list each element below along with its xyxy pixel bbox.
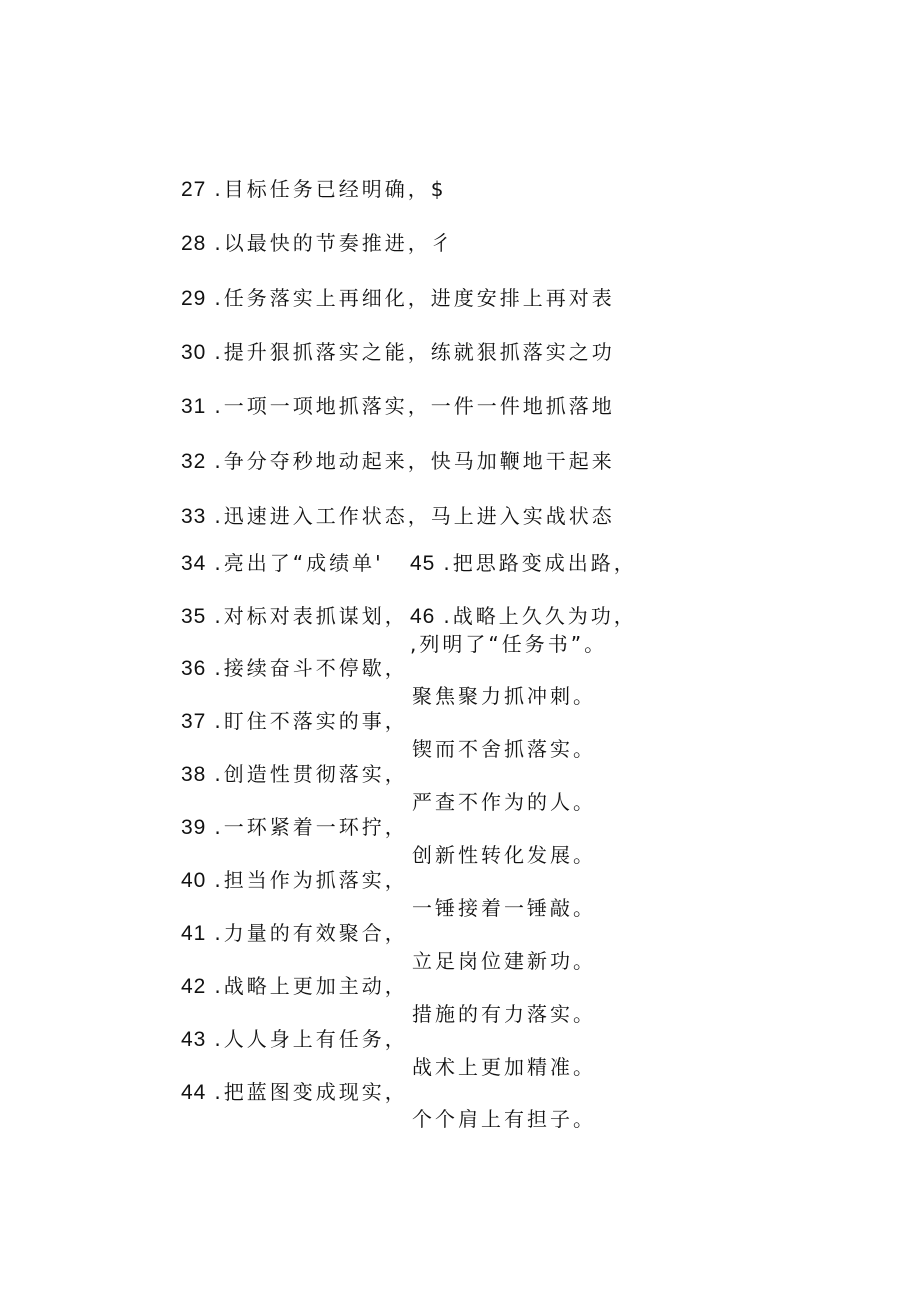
list-item-36 (181, 656, 408, 681)
item-text: 任务落实上再细化，进度安排上再对表 (223, 286, 615, 310)
item-text: 人人身上有任务， (223, 1027, 408, 1051)
item-text: 提升狠抓落实之能，练就狠抓落实之功 (223, 340, 615, 364)
item-text: 担当作为抓落实， (223, 868, 408, 892)
continuation-line: 严查不作为的人。 (412, 790, 596, 814)
continuation-line: 措施的有力落实。 (412, 1002, 596, 1026)
item-number: 41 (181, 922, 207, 945)
item-text: 把思路变成出路， (452, 551, 637, 575)
item-separator: . (214, 921, 224, 945)
item-separator: . (214, 231, 224, 255)
item-separator: . (214, 449, 224, 473)
item-number: 34 (181, 552, 207, 575)
item-text: 对标对表抓谋划， (223, 604, 408, 628)
list-item-39 (181, 815, 408, 840)
item-number: 28 (181, 232, 207, 255)
list-item-33 (181, 504, 615, 529)
item-separator: . (443, 551, 453, 575)
item-number: 27 (181, 178, 207, 201)
item-separator: . (214, 1027, 224, 1051)
item-number: 43 (181, 1028, 207, 1051)
item-text: 争分夺秒地动起来，快马加鞭地干起来 (223, 449, 615, 473)
list-item-42 (181, 974, 408, 999)
item-text: 接续奋斗不停歇， (223, 656, 408, 680)
list-item-27 (181, 177, 446, 202)
list-item-41 (181, 921, 408, 946)
item-number: 45 (410, 552, 436, 575)
item-separator: . (214, 286, 224, 310)
continuation-line: 立足岗位建新功。 (412, 949, 596, 973)
continuation-line: ,列明了“任务书”。 (410, 632, 608, 656)
continuation-line: 锲而不舍抓落实。 (412, 737, 596, 761)
item-separator: . (214, 868, 224, 892)
item-number: 30 (181, 341, 207, 364)
continuation-line: 战术上更加精准。 (412, 1055, 596, 1079)
list-item-46 (410, 604, 637, 629)
item-number: 40 (181, 869, 207, 892)
item-text: 战略上更加主动， (223, 974, 408, 998)
list-item-34 (181, 551, 384, 576)
list-item-44 (181, 1080, 408, 1105)
item-text: 战略上久久为功， (452, 604, 637, 628)
item-text: 亮出了“成绩单' (223, 551, 384, 575)
list-item-30 (181, 340, 615, 365)
item-separator: . (214, 709, 224, 733)
continuation-line: 一锤接着一锤敲。 (412, 896, 596, 920)
item-separator: . (214, 1080, 224, 1104)
item-text: 目标任务已经明确，$ (223, 177, 447, 201)
continuation-line: 个个肩上有担子。 (412, 1107, 596, 1131)
item-number: 32 (181, 450, 207, 473)
continuation-line: 创新性转化发展。 (412, 843, 596, 867)
item-separator: . (214, 815, 224, 839)
item-separator: . (214, 656, 224, 680)
continuation-line: 聚焦聚力抓冲刺。 (412, 684, 596, 708)
item-number: 36 (181, 657, 207, 680)
item-separator: . (443, 604, 453, 628)
item-separator: . (214, 974, 224, 998)
item-number: 38 (181, 763, 207, 786)
list-item-43 (181, 1027, 408, 1052)
item-number: 33 (181, 505, 207, 528)
list-item-31 (181, 394, 615, 419)
list-item-29 (181, 286, 615, 311)
item-separator: . (214, 762, 224, 786)
list-item-32 (181, 449, 615, 474)
item-number: 31 (181, 395, 207, 418)
list-item-37 (181, 709, 408, 734)
item-number: 39 (181, 816, 207, 839)
item-separator: . (214, 340, 224, 364)
item-text: 以最快的节奏推进，彳 (223, 231, 454, 255)
item-separator: . (214, 177, 224, 201)
item-number: 42 (181, 975, 207, 998)
item-separator: . (214, 504, 224, 528)
item-text: 创造性贯彻落实， (223, 762, 408, 786)
item-text: 一环紧着一环拧， (223, 815, 408, 839)
list-item-40 (181, 868, 408, 893)
list-item-45 (410, 551, 637, 576)
list-item-28 (181, 231, 454, 256)
item-text: 把蓝图变成现实， (223, 1080, 408, 1104)
list-item-35 (181, 604, 408, 629)
item-text: 盯住不落实的事， (223, 709, 408, 733)
item-number: 37 (181, 710, 207, 733)
item-number: 35 (181, 605, 207, 628)
item-separator: . (214, 551, 224, 575)
item-number: 29 (181, 287, 207, 310)
item-number: 46 (410, 605, 436, 628)
item-text: 一项一项地抓落实，一件一件地抓落地 (223, 394, 615, 418)
item-text: 力量的有效聚合， (223, 921, 408, 945)
item-text: 迅速进入工作状态，马上进入实战状态 (223, 504, 615, 528)
item-number: 44 (181, 1081, 207, 1104)
item-separator: . (214, 394, 224, 418)
item-separator: . (214, 604, 224, 628)
list-item-38 (181, 762, 408, 787)
